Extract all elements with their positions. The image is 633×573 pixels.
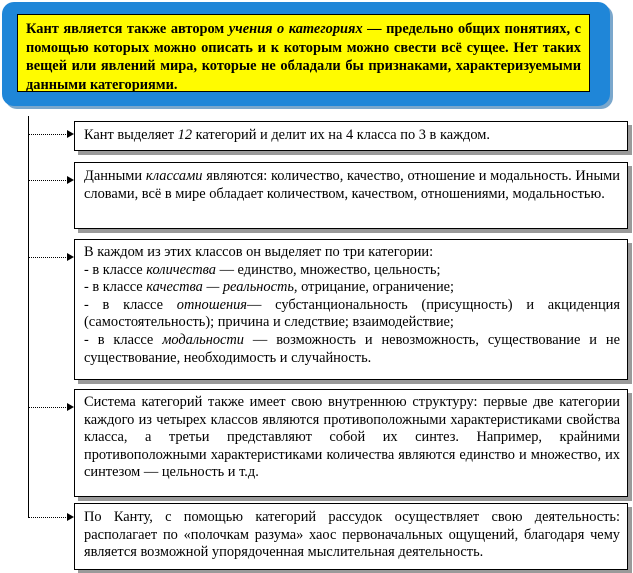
list-intro: В каждом из этих классов он выделяет по три категории: xyxy=(84,244,434,260)
box-text: являются: количество, качество, отношение и модальность. Иными словами, всё в мире обладает количеством, качеством, отношениями, модальностью. xyxy=(84,168,620,202)
list-categories: — возможность и невозможность, существование и не существование, необходимость и случайность. xyxy=(84,331,620,366)
connector-trunk xyxy=(28,116,29,517)
category-list-box xyxy=(74,239,628,380)
list-item-relation xyxy=(84,297,620,332)
box-text: Кант выделяет xyxy=(84,127,178,143)
list-categories: — субстанциональность (присущность) и акциденция (самостоятельность); причина и следствие; взаимодействие; xyxy=(84,296,620,331)
arrow-icon xyxy=(67,253,74,261)
list-class-name: модальности xyxy=(162,331,245,348)
list-prefix: - в классе xyxy=(84,331,163,348)
header-emphasis: учения о категориях xyxy=(228,21,363,37)
reason-activity-box: По Канту, с помощью категорий рассудок осуществляет свою деятельность: располагает по «полочкам разума» хаос первоначальных ощущений, благодаря чему является возможной упорядоченная мыслительная деятельность. xyxy=(74,503,628,570)
list-categories: — единство, множество, цельность; xyxy=(215,261,441,278)
classes-box xyxy=(74,162,628,229)
list-item-modality xyxy=(84,332,620,367)
header-text-part: — предельно общих понятиях, с помощью которых можно описать и к которым можно свести всё сущее. Нет таких вещей или явлений мира, которые не обладали бы признаками, характеризуемыми данными категориями. xyxy=(26,21,581,93)
connector-branch xyxy=(28,134,68,135)
connector-branch xyxy=(28,517,68,518)
list-categories: отрицание, ограничение; xyxy=(297,279,455,296)
list-item-quality xyxy=(84,279,620,297)
structure-box: Система категорий также имеет свою внутреннюю структуру: первые две категории каждого из четырех классов являются противоположными характеристиками свойства класса, а третьи представляют собой их синтез. Например, крайними противоположными характеристиками количества являются единство и множество, их синтезом — цельность и т.д. xyxy=(74,389,628,497)
list-prefix: - в классе xyxy=(84,279,147,296)
header-frame xyxy=(2,2,610,106)
list-class-name: качества — реальность, xyxy=(146,279,298,296)
list-prefix: - в классе xyxy=(84,296,177,313)
arrow-icon xyxy=(67,403,74,411)
box-emphasis: 12 xyxy=(177,127,193,143)
list-class-name: количества xyxy=(146,261,216,278)
list-prefix: - в классе xyxy=(84,261,147,278)
header-text-part: Кант является также автором xyxy=(26,21,229,37)
categories-count-box xyxy=(74,121,628,151)
box-text: категорий и делит их на 4 класса по 3 в каждом. xyxy=(192,127,491,143)
arrow-icon xyxy=(67,176,74,184)
connector-branch xyxy=(28,407,68,408)
arrow-icon xyxy=(67,513,74,521)
list-item-quantity xyxy=(84,262,620,280)
connector-branch xyxy=(28,180,68,181)
header-text xyxy=(17,14,590,92)
box-emphasis: классами xyxy=(145,168,203,184)
list-class-name: отношения xyxy=(176,296,247,313)
arrow-icon xyxy=(67,130,74,138)
connector-branch xyxy=(28,257,68,258)
box-text: Данными xyxy=(84,168,146,184)
